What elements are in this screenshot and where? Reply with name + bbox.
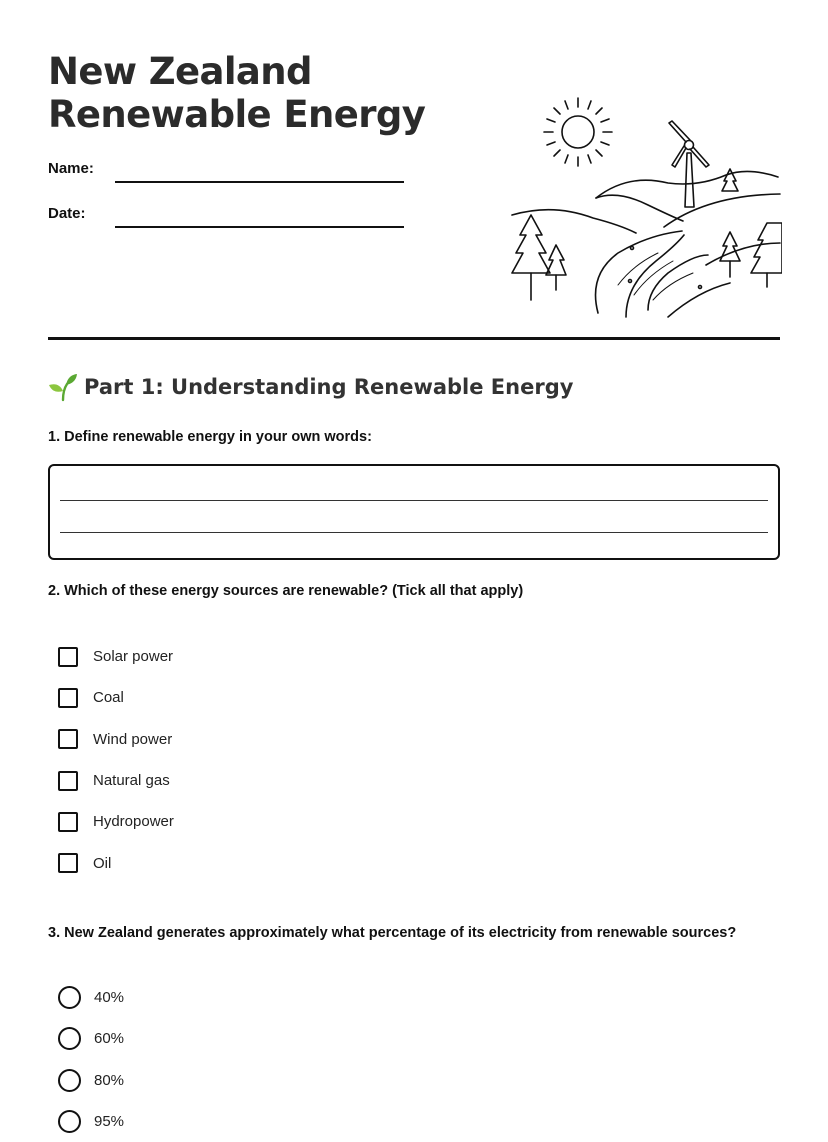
page-title xyxy=(48,50,425,136)
sun-icon xyxy=(544,98,612,166)
option-40[interactable] xyxy=(58,977,124,1018)
option-label: Hydropower xyxy=(93,813,174,831)
checkbox[interactable] xyxy=(58,688,78,708)
date-label: Date: xyxy=(48,205,86,222)
option-60[interactable] xyxy=(58,1018,124,1059)
option-natural-gas[interactable] xyxy=(58,760,174,801)
date-field[interactable] xyxy=(115,226,404,228)
name-field[interactable] xyxy=(115,181,404,183)
radio-button[interactable] xyxy=(58,1027,81,1050)
option-label: 95% xyxy=(94,1113,125,1131)
question-1: 1. Define renewable energy in your own words: xyxy=(48,429,372,445)
checkbox[interactable] xyxy=(58,812,78,832)
question-3: 3. New Zealand generates approximately what percentage of its electricity from renewable sources? xyxy=(48,925,737,941)
name-label: Name: xyxy=(48,160,94,177)
option-label: 60% xyxy=(94,1030,125,1048)
option-95[interactable] xyxy=(58,1101,124,1142)
option-coal[interactable] xyxy=(58,677,174,718)
wind-turbine-icon xyxy=(669,121,709,207)
checkbox[interactable] xyxy=(58,729,78,749)
option-80[interactable] xyxy=(58,1060,124,1101)
answer-line xyxy=(60,532,768,533)
answer-box-q1[interactable] xyxy=(48,464,780,560)
option-hydropower[interactable] xyxy=(58,801,174,842)
radio-button[interactable] xyxy=(58,1110,81,1133)
option-label: Natural gas xyxy=(93,772,170,790)
checkbox[interactable] xyxy=(58,853,78,873)
river xyxy=(596,231,731,317)
radio-button[interactable] xyxy=(58,1069,81,1092)
hills xyxy=(512,171,780,265)
header-divider xyxy=(48,337,780,340)
radio-button[interactable] xyxy=(58,986,81,1009)
option-label: Solar power xyxy=(93,648,174,666)
answer-line xyxy=(60,500,768,501)
option-label: 40% xyxy=(94,989,125,1007)
section-heading-part-1 xyxy=(48,372,573,402)
section-heading-text: Part 1: Understanding Renewable Energy xyxy=(84,375,574,399)
landscape-illustration xyxy=(508,95,782,320)
option-label: Coal xyxy=(93,689,124,707)
checkbox[interactable] xyxy=(58,647,78,667)
option-label: 80% xyxy=(94,1071,125,1089)
q3-options xyxy=(58,977,124,1142)
option-solar-power[interactable] xyxy=(58,636,174,677)
checkbox[interactable] xyxy=(58,771,78,791)
option-label: Oil xyxy=(93,854,112,872)
option-label: Wind power xyxy=(93,730,173,748)
title-line-2: Renewable Energy xyxy=(48,93,426,136)
option-wind-power[interactable] xyxy=(58,719,174,760)
option-oil[interactable] xyxy=(58,842,174,883)
title-line-1: New Zealand xyxy=(48,50,312,93)
q2-options xyxy=(58,636,174,884)
seedling-icon xyxy=(48,372,78,402)
question-2: 2. Which of these energy sources are renewable? (Tick all that apply) xyxy=(48,583,524,599)
